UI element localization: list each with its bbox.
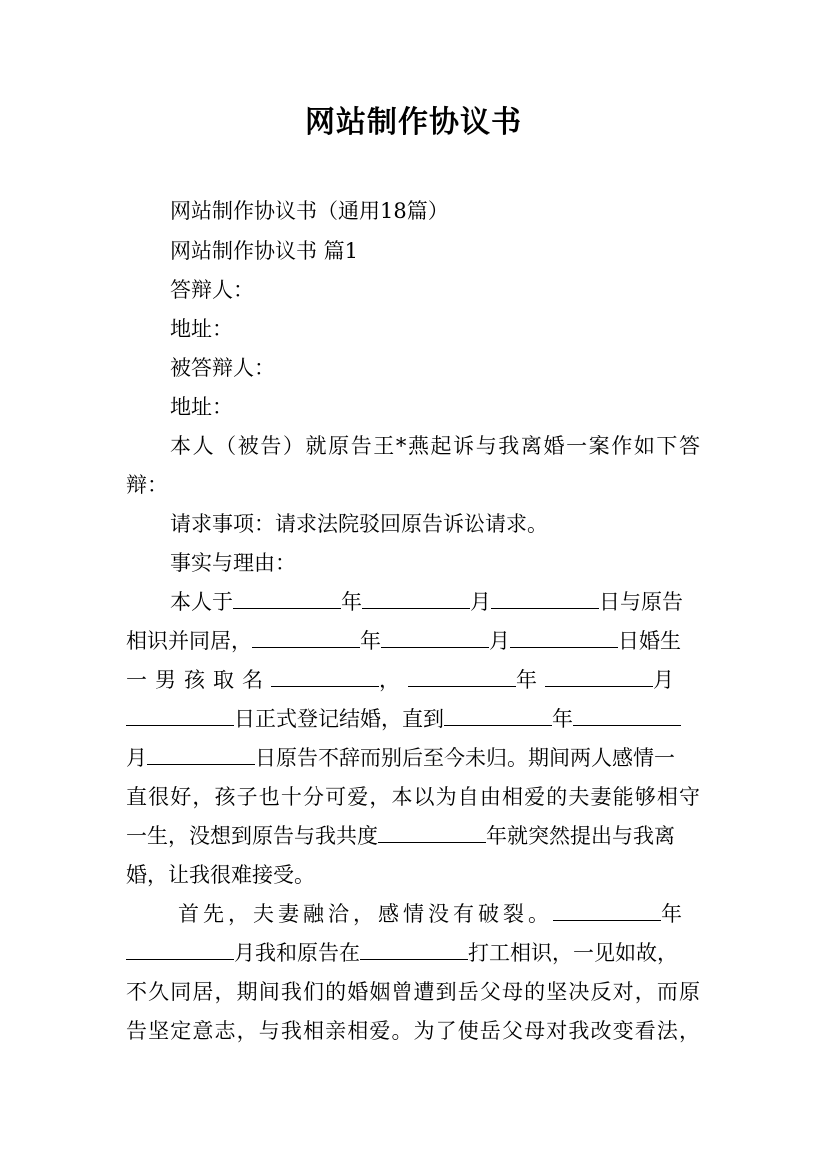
para1-line5 [126,743,675,773]
blank-field [491,588,599,609]
text-segment: 年就突然提出与我离 [486,824,675,848]
text-segment: 相识并同居， [126,629,252,653]
text-segment: 年 [661,902,686,926]
para2-line4: 告坚定意志，与我相亲相爱。为了使岳父母对我改变看法， [126,1019,700,1043]
text-segment: 年 [341,590,362,614]
text-segment: 日婚生 [618,629,681,653]
request-line: 请求事项：请求法院驳回原告诉讼请求。 [170,512,548,536]
text-segment: 月 [126,746,147,770]
text-segment: 一男孩取名 [126,668,271,692]
plaintiff-label: 被答辩人： [170,356,275,380]
text-segment: 本人于 [170,590,233,614]
intro-line: 本人（被告）就原告王*燕起诉与我离婚一案作如下答 [170,434,700,458]
text-segment: 打工相识，一见如故， [468,941,678,965]
text-segment: 年 [552,707,573,731]
blank-field [408,666,516,687]
text-segment: 月我和原告在 [234,941,360,965]
document-title: 网站制作协议书 [305,105,522,140]
para2-line2 [126,938,678,968]
text-segment: 日与原告 [599,590,683,614]
blank-field [233,588,341,609]
para1-line4 [126,704,681,734]
subtitle-line: 网站制作协议书（通用18篇） [170,199,449,223]
para1-line6: 直很好，孩子也十分可爱，本以为自由相爱的夫妻能够相守 [126,785,700,809]
text-segment: 一生，没想到原告与我共度 [126,824,378,848]
blank-field [271,666,379,687]
blank-field [378,822,486,843]
text-segment: 日正式登记结婚，直到 [234,707,444,731]
text-segment: 月 [470,590,491,614]
address-label: 地址： [170,317,233,341]
text-segment: 月 [489,629,510,653]
blank-field [126,705,234,726]
text-segment: 首先，夫妻融洽，感情没有破裂。 [178,902,553,926]
para2-line1 [178,899,686,929]
address-label-2: 地址： [170,395,233,419]
para1-line1 [170,587,683,617]
para1-line3 [126,665,682,695]
blank-field [553,900,661,921]
blank-field [545,666,653,687]
blank-field [360,939,468,960]
blank-field [444,705,552,726]
text-segment: 年 [516,668,545,692]
blank-field [381,627,489,648]
para1-line7 [126,821,675,851]
blank-field [362,588,470,609]
facts-heading: 事实与理由： [170,551,296,575]
blank-field [126,939,234,960]
para1-line2 [126,626,681,656]
blank-field [510,627,618,648]
text-segment: 年 [360,629,381,653]
blank-field [147,744,255,765]
para2-line3: 不久同居，期间我们的婚姻曾遭到岳父母的坚决反对，而原 [126,980,700,1004]
respondent-label: 答辩人： [170,278,254,302]
section-heading: 网站制作协议书 篇1 [170,239,359,263]
text-segment: 日原告不辞而别后至今未归。期间两人感情一 [255,746,675,770]
blank-field [252,627,360,648]
text-segment: ， [379,668,408,692]
text-segment: 月 [653,668,682,692]
intro-line-end: 辩： [126,473,168,497]
blank-field [573,705,681,726]
para1-line8: 婚，让我很难接受。 [126,863,315,887]
